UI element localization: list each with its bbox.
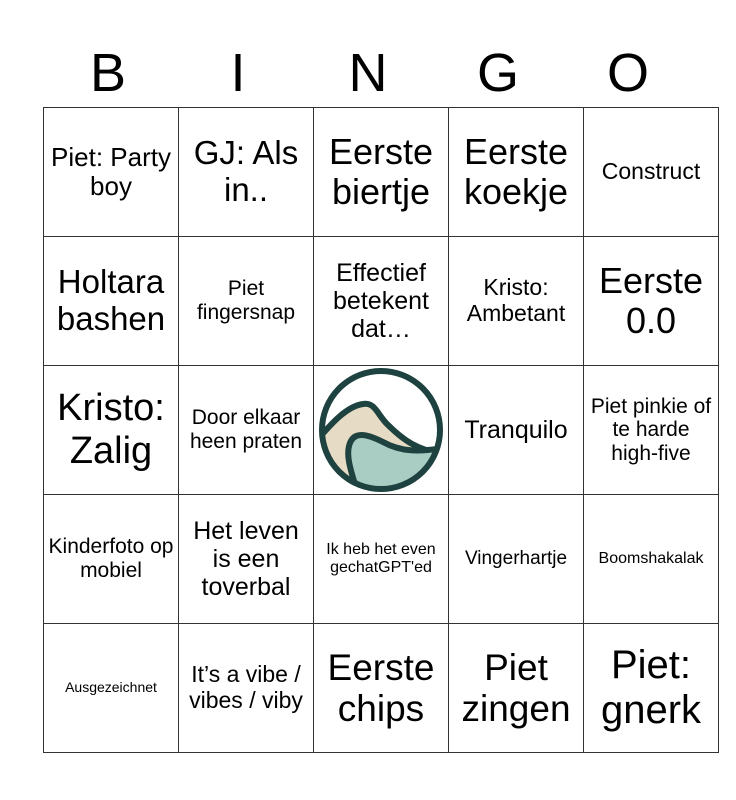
bingo-cell[interactable]: Piet zingen bbox=[449, 624, 584, 753]
bingo-card bbox=[43, 107, 719, 753]
bingo-cell[interactable]: Piet fingersnap bbox=[179, 237, 314, 366]
free-space-cell[interactable] bbox=[314, 366, 449, 495]
bingo-cell[interactable]: Effectief betekent dat… bbox=[314, 237, 449, 366]
bingo-row bbox=[44, 366, 719, 495]
bingo-row bbox=[44, 108, 719, 237]
header-letter-g: G bbox=[476, 43, 519, 103]
header-letter-b: B bbox=[89, 43, 127, 103]
bingo-cell[interactable]: Eerste biertje bbox=[314, 108, 449, 237]
header-letter-o: O bbox=[606, 43, 649, 103]
bingo-cell[interactable]: Piet: gnerk bbox=[584, 624, 719, 753]
bingo-cell[interactable]: Kristo: Ambetant bbox=[449, 237, 584, 366]
bingo-cell[interactable]: Eerste koekje bbox=[449, 108, 584, 237]
bingo-cell[interactable]: GJ: Als in.. bbox=[179, 108, 314, 237]
bingo-cell[interactable]: Kinderfoto op mobiel bbox=[44, 495, 179, 624]
bingo-cell[interactable]: Construct bbox=[584, 108, 719, 237]
bingo-cell[interactable]: Eerste 0.0 bbox=[584, 237, 719, 366]
bingo-cell[interactable]: Het leven is een toverbal bbox=[179, 495, 314, 624]
bingo-cell[interactable]: Piet pinkie of te harde high-five bbox=[584, 366, 719, 495]
bingo-row bbox=[44, 624, 719, 753]
header-letter-n: N bbox=[348, 43, 388, 103]
bingo-cell[interactable]: It’s a vibe / vibes / viby bbox=[179, 624, 314, 753]
bingo-row bbox=[44, 495, 719, 624]
bingo-row bbox=[44, 237, 719, 366]
header-letter-i: I bbox=[230, 43, 246, 103]
bingo-cell[interactable]: Boomshakalak bbox=[584, 495, 719, 624]
bingo-cell[interactable]: Kristo: Zalig bbox=[44, 366, 179, 495]
bingo-header bbox=[43, 38, 693, 108]
bingo-cell[interactable]: Tranquilo bbox=[449, 366, 584, 495]
bingo-cell[interactable]: Holtara bashen bbox=[44, 237, 179, 366]
bingo-cell[interactable]: Ausgezeichnet bbox=[44, 624, 179, 753]
bingo-cell[interactable]: Vingerhartje bbox=[449, 495, 584, 624]
bingo-cell[interactable]: Eerste chips bbox=[314, 624, 449, 753]
circle-logo-icon bbox=[317, 366, 445, 494]
bingo-cell[interactable]: Piet: Party boy bbox=[44, 108, 179, 237]
bingo-cell[interactable]: Ik heb het even gechatGPT'ed bbox=[314, 495, 449, 624]
bingo-cell[interactable]: Door elkaar heen praten bbox=[179, 366, 314, 495]
